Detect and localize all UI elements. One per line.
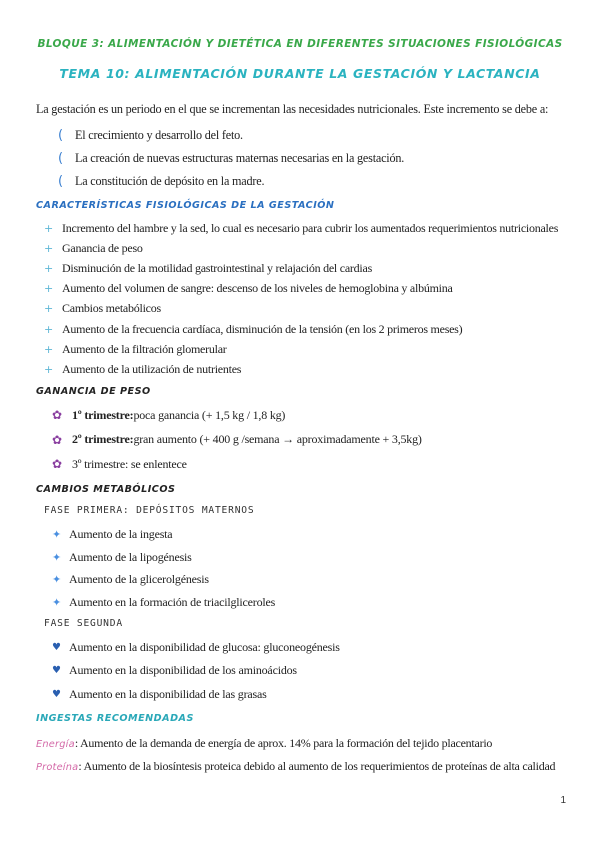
section-heading-cambios: CAMBIOS METABÓLICOS bbox=[36, 484, 176, 495]
curve-bullet-icon: ( bbox=[58, 151, 63, 166]
energy-label: Energía bbox=[36, 739, 75, 750]
protein-label: Proteína bbox=[36, 762, 79, 773]
list-item: ✿ 2º trimestre: gran aumento (+ 400 g /semana → aproximadamente + 3,5kg) bbox=[52, 432, 422, 447]
section-heading-caracteristicas: CARACTERÍSTICAS FISIOLÓGICAS DE LA GESTACIÓN bbox=[36, 200, 335, 211]
phase-one-list bbox=[52, 523, 275, 614]
list-item: ♥ Aumento en la disponibilidad de glucosa: gluconeogénesis bbox=[52, 640, 340, 655]
list-item: + Incremento del hambre y la sed, lo cual es necesario para cubrir los aumentados requerimientos nutricionales bbox=[44, 220, 559, 235]
sparkle-icon: ✦ bbox=[52, 573, 62, 587]
intro-list bbox=[58, 124, 404, 193]
list-item: ✦ Aumento de la ingesta bbox=[52, 526, 173, 541]
plus-icon: + bbox=[44, 282, 53, 296]
flower-icon: ✿ bbox=[52, 432, 62, 447]
heart-icon: ♥ bbox=[52, 642, 61, 654]
list-item: ✦ Aumento de la lipogénesis bbox=[52, 549, 192, 564]
plus-icon: + bbox=[44, 302, 53, 316]
block-title: BLOQUE 3: ALIMENTACIÓN Y DIETÉTICA EN DIFERENTES SITUACIONES FISIOLÓGICAS bbox=[37, 38, 563, 50]
list-item: + Ganancia de peso bbox=[44, 240, 143, 255]
heart-icon: ♥ bbox=[52, 665, 61, 677]
curve-bullet-icon: ( bbox=[58, 174, 63, 189]
list-item: + Aumento del volumen de sangre: descenso de los niveles de hemoglobina y albúmina bbox=[44, 281, 453, 296]
topic-title: TEMA 10: ALIMENTACIÓN DURANTE LA GESTACIÓN Y LACTANCIA bbox=[59, 66, 541, 81]
list-item: + Cambios metabólicos bbox=[44, 301, 161, 316]
list-item: ✦ Aumento en la formación de triacilgliceroles bbox=[52, 594, 276, 609]
phase-one-title: FASE PRIMERA: DEPÓSITOS MATERNOS bbox=[44, 505, 255, 516]
list-item: ✿ 1º trimestre: poca ganancia (+ 1,5 kg / 1,8 kg) bbox=[52, 407, 286, 423]
curve-bullet-icon: ( bbox=[58, 128, 63, 143]
list-item: ( La constitución de depósito en la madre. bbox=[58, 174, 265, 189]
phase-two-list bbox=[52, 636, 340, 706]
recommendation-protein: Proteína: Aumento de la biosíntesis proteica debido al aumento de los requerimientos de proteínas de alta calidad bbox=[36, 759, 556, 773]
plus-icon: + bbox=[44, 322, 53, 336]
recommendation-energy: Energía: Aumento de la demanda de energía de aprox. 14% para la formación del tejido placentario bbox=[36, 736, 493, 750]
plus-icon: + bbox=[44, 362, 53, 376]
sparkle-icon: ✦ bbox=[52, 550, 62, 564]
intro-paragraph: La gestación es un periodo en el que se incrementan las necesidades nutricionales. Este incremento se debe a: bbox=[36, 102, 549, 116]
sparkle-icon: ✦ bbox=[52, 595, 62, 609]
list-item: ( La creación de nuevas estructuras maternas necesarias en la gestación. bbox=[58, 151, 405, 166]
plus-icon: + bbox=[44, 342, 53, 356]
page-number: 1 bbox=[560, 795, 566, 806]
plus-icon: + bbox=[44, 261, 53, 275]
section-heading-ganancia: GANANCIA DE PESO bbox=[36, 386, 151, 397]
list-item: ♥ Aumento en la disponibilidad de los aminoácidos bbox=[52, 663, 297, 678]
phase-two-title: FASE SEGUNDA bbox=[44, 618, 123, 629]
list-item: ♥ Aumento en la disponibilidad de las grasas bbox=[52, 686, 267, 701]
section-heading-ingestas: INGESTAS RECOMENDADAS bbox=[36, 713, 194, 724]
plus-icon: + bbox=[44, 221, 53, 235]
list-item: + Disminución de la motilidad gastrointestinal y relajación del cardias bbox=[44, 260, 372, 275]
plus-icon: + bbox=[44, 241, 53, 255]
list-item: + Aumento de la utilización de nutrientes bbox=[44, 361, 242, 376]
list-item: ✿ 3º trimestre: se enlentece bbox=[52, 456, 187, 472]
caracteristicas-list bbox=[44, 218, 558, 380]
list-item: + Aumento de la filtración glomerular bbox=[44, 341, 227, 356]
ganancia-list bbox=[52, 403, 422, 477]
sparkle-icon: ✦ bbox=[52, 527, 62, 541]
list-item: ✦ Aumento de la glicerolgénesis bbox=[52, 572, 209, 587]
flower-icon: ✿ bbox=[52, 457, 62, 472]
list-item: ( El crecimiento y desarrollo del feto. bbox=[58, 128, 243, 143]
heart-icon: ♥ bbox=[52, 688, 61, 700]
flower-icon: ✿ bbox=[52, 408, 62, 423]
list-item: + Aumento de la frecuencia cardíaca, disminución de la tensión (en los 2 primeros meses) bbox=[44, 321, 463, 336]
